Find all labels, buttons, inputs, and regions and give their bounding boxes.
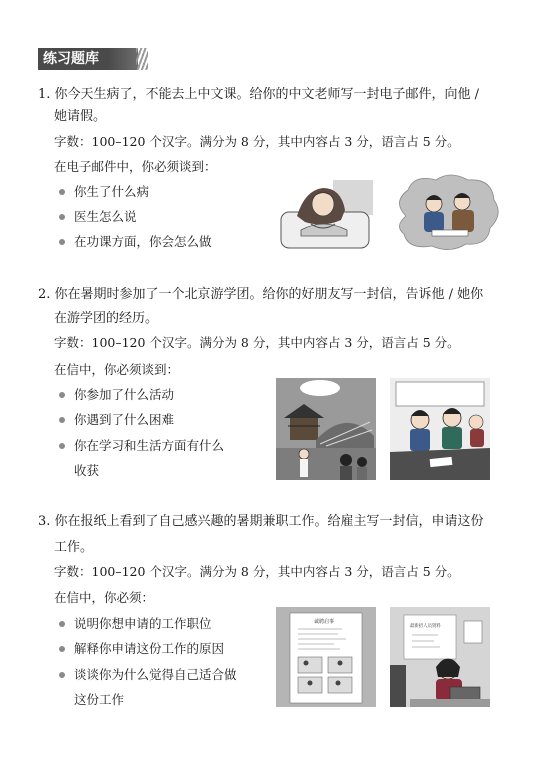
- question-3-requirements: 字数：100–120 个汉字。满分为 8 分，其中内容占 3 分，语言占 5 分。: [54, 564, 460, 579]
- question-1-bullet: 医生怎么说: [74, 208, 137, 226]
- bullet-dot: [59, 443, 65, 449]
- question-3-line-1: 3. 你在报纸上看到了自己感兴趣的暑期兼职工作。给雇主写一封信，申请这份: [38, 514, 484, 529]
- question-2-bullet-continuation: 收获: [74, 463, 100, 478]
- question-2-line-2: 在游学团的经历。: [54, 311, 159, 326]
- question-2-bullet: 你参加了什么活动: [74, 386, 174, 404]
- question-1-line-2: 她请假。: [54, 109, 107, 124]
- question-2-bullet: 你遇到了什么困难: [74, 411, 174, 429]
- beijing-tour-illustration: [276, 378, 376, 480]
- bullet-dot: [59, 214, 65, 220]
- question-1-requirements: 字数：100–120 个汉字。满分为 8 分，其中内容占 3 分，语言占 5 分。: [54, 134, 460, 149]
- bullet-dot: [59, 239, 65, 245]
- poster-title: 诚聘启事: [314, 619, 335, 625]
- question-2-bullet: 你在学习和生活方面有什么: [74, 437, 224, 455]
- thought-cloud-students-illustration: [392, 172, 502, 252]
- question-3-bullet: 解释你申请这份工作的原因: [74, 640, 224, 658]
- bullet-dot: [59, 672, 65, 678]
- question-2-line-1: 2. 你在暑期时参加了一个北京游学团。给你的好朋友写一封信，告诉他 / 她你: [38, 287, 484, 302]
- job-poster-illustration: [276, 607, 376, 707]
- question-3-bullet-continuation: 这份工作: [74, 692, 125, 707]
- question-1-bullet: 在功课方面，你会怎么做: [74, 233, 212, 251]
- question-1-line-1: 1. 你今天生病了，不能去上中文课。给你的中文老师写一封电子邮件，向他 /: [38, 87, 480, 102]
- question-3-line-2: 工作。: [54, 540, 94, 555]
- bullet-dot: [59, 189, 65, 195]
- question-2-requirements: 字数：100–120 个汉字。满分为 8 分，其中内容占 3 分，语言占 5 分。: [54, 335, 460, 350]
- question-1-bullet: 你生了什么病: [74, 183, 149, 201]
- section-title: 练习题库: [38, 48, 138, 70]
- laptop-girl-illustration: [390, 607, 490, 707]
- bullet-dot: [59, 417, 65, 423]
- question-1-intro: 在电子邮件中，你必须谈到：: [54, 159, 217, 174]
- question-3-intro: 在信中，你必须：: [54, 590, 155, 605]
- bullet-dot: [59, 621, 65, 627]
- sick-girl-illustration: [275, 172, 375, 250]
- question-2-intro: 在信中，你必须谈到：: [54, 362, 180, 377]
- bullet-dot: [59, 392, 65, 398]
- classroom-illustration: [390, 378, 490, 480]
- question-3-bullet: 说明你想申请的工作职位: [74, 615, 212, 633]
- question-3-bullet: 谈谈你为什么觉得自己适合做: [74, 666, 237, 684]
- bullet-dot: [59, 646, 65, 652]
- board-title: 最新招人员资料: [410, 624, 441, 629]
